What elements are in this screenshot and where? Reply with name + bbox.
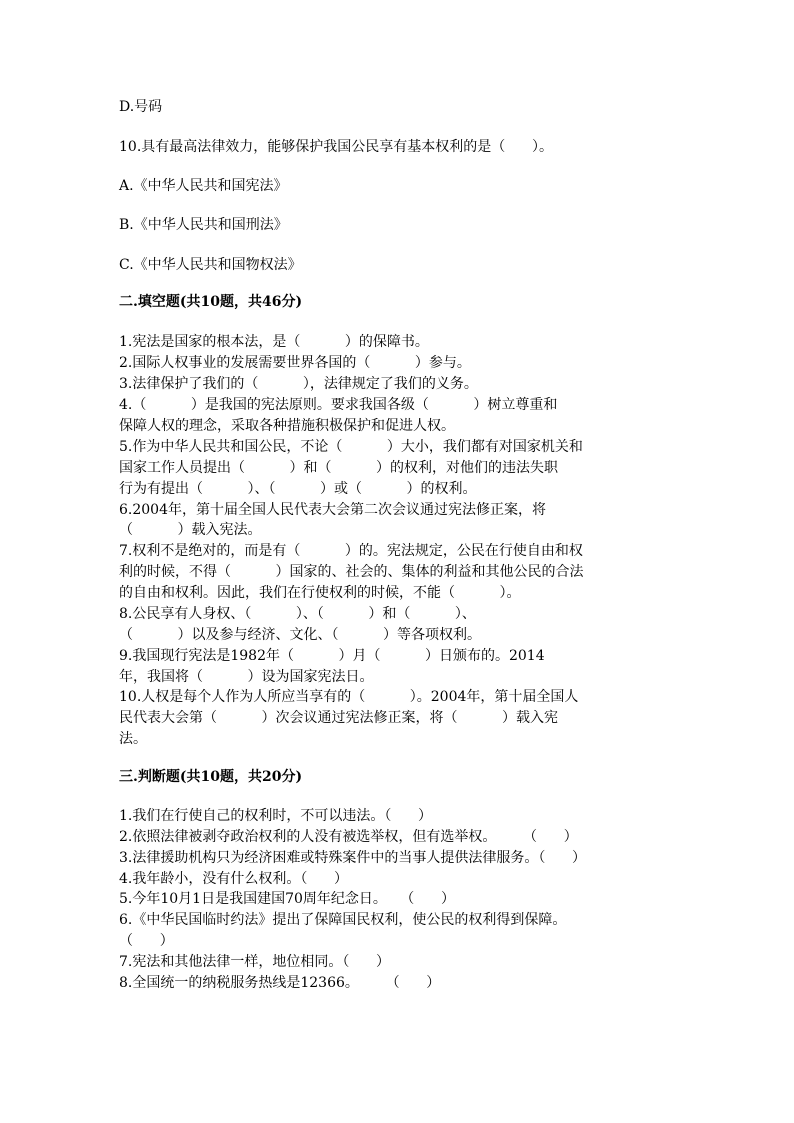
section-heading-fill-blank: 二.填空题(共10题，共46分) — [119, 294, 303, 310]
fill-blank-line: 利的时候，不得（ ）国家的、社会的、集体的利益和其他公民的合法 — [119, 564, 584, 580]
true-false-line: 6.《中华民国临时约法》提出了保障国民权利，使公民的权利得到保障。 — [119, 912, 567, 928]
fill-blank-line: 6.2004年，第十届全国人民代表大会第二次会议通过宪法修正案，将 — [119, 502, 546, 518]
true-false-line: 1.我们在行使自己的权利时，不可以违法。（ ） — [119, 808, 433, 824]
true-false-line: 8.全国统一的纳税服务热线是12366。 （ ） — [119, 975, 441, 991]
section-heading-true-false: 三.判断题(共10题，共20分) — [119, 769, 303, 785]
fill-blank-line: （ ）以及参与经济、文化、（ ）等各项权利。 — [119, 627, 482, 643]
fill-blank-line: 保障人权的理念，采取各种措施积极保护和促进人权。 — [119, 418, 455, 434]
fill-blank-line: 10.人权是每个人作为人所应当享有的（ ）。2004年，第十届全国人 — [119, 689, 579, 705]
true-false-line: 7.宪法和其他法律一样，地位相同。（ ） — [119, 954, 391, 970]
true-false-line: 4.我年龄小，没有什么权利。（ ） — [119, 871, 349, 887]
q9-option-d: D.号码 — [119, 99, 163, 115]
fill-blank-line: 5.作为中华人民共和国公民，不论（ ）大小，我们都有对国家机关和 — [119, 439, 583, 455]
fill-blank-line: 民代表大会第（ ）次会议通过宪法修正案，将（ ）载入宪 — [119, 710, 559, 726]
fill-blank-line: 4.（ ）是我国的宪法原则。要求我国各级（ ）树立尊重和 — [119, 397, 558, 413]
q10-option-c: C.《中华人民共和国物权法》 — [119, 257, 302, 273]
true-false-line: 5.今年10月1日是我国建国70周年纪念日。 （ ） — [119, 891, 455, 907]
fill-blank-line: 年，我国将（ ）设为国家宪法日。 — [119, 669, 374, 685]
fill-blank-line: 3.法律保护了我们的（ ），法律规定了我们的义务。 — [119, 376, 478, 392]
fill-blank-line: 2.国际人权事业的发展需要世界各国的（ ）参与。 — [119, 355, 471, 371]
true-false-line: 2.依照法律被剥夺政治权利的人没有被选举权，但有选举权。 （ ） — [119, 829, 578, 845]
true-false-line: （ ） — [119, 933, 174, 949]
q10-option-a: A.《中华人民共和国宪法》 — [119, 178, 288, 194]
fill-blank-line: 国家工作人员提出（ ）和（ ）的权利，对他们的违法失职 — [119, 460, 559, 476]
fill-blank-line: 8.公民享有人身权、（ ）、（ ）和（ ）、 — [119, 606, 476, 622]
fill-blank-line: 7.权利不是绝对的，而是有（ ）的。宪法规定，公民在行使自由和权 — [119, 543, 583, 559]
fill-blank-line: 行为有提出（ ）、（ ）或（ ）的权利。 — [119, 481, 477, 497]
true-false-line: 3.法律援助机构只为经济困难或特殊案件中的当事人提供法律服务。（ ） — [119, 850, 587, 866]
fill-blank-line: 的自由和权利。因此，我们在行使权利的时候，不能（ ）。 — [119, 585, 521, 601]
fill-blank-line: 9.我国现行宪法是1982年（ ）月（ ）日颁布的。2014 — [119, 648, 545, 664]
fill-blank-line: 法。 — [119, 731, 147, 747]
fill-blank-line: （ ）载入宪法。 — [119, 522, 262, 538]
q10-stem: 10.具有最高法律效力，能够保护我国公民享有基本权利的是（ ）。 — [119, 139, 553, 155]
q10-option-b: B.《中华人民共和国刑法》 — [119, 217, 288, 233]
fill-blank-line: 1.宪法是国家的根本法，是（ ）的保障书。 — [119, 334, 429, 350]
